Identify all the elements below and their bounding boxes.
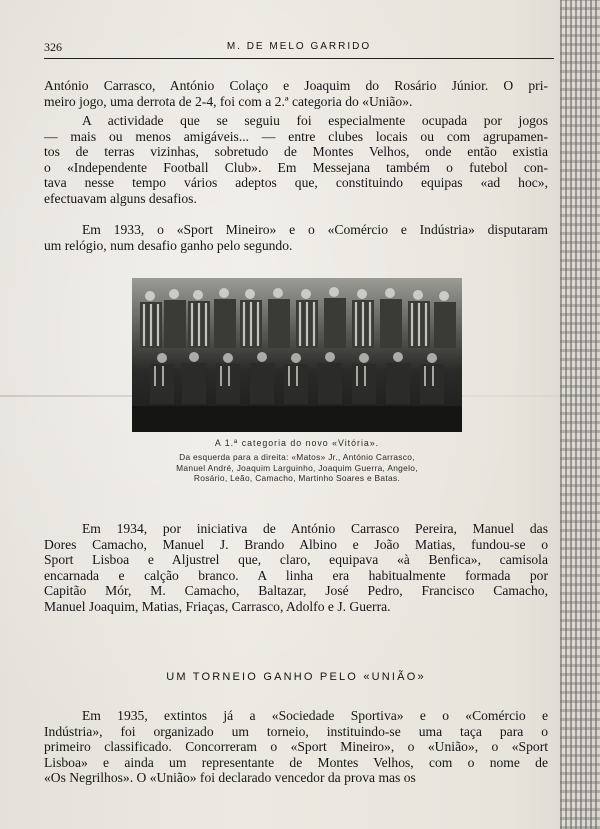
paragraph-3 <box>44 222 548 253</box>
text-line: Lisboa» e ainda um representante de Montes Velhos, com o nome de <box>44 754 548 770</box>
text-line: tos de terras vizinhas, sobretudo de Montes Velhos, onde então existia <box>44 144 548 159</box>
text-line: encarnada e calção branco. A linha era habitualmente formada por <box>44 567 548 583</box>
text-line: Indústria», foi organizado um torneio, instituindo-se uma taça para o <box>44 723 548 739</box>
text-line: Dores Camacho, Manuel J. Brando Albino e João Matias, fundou-se o <box>44 536 548 552</box>
text-line: Capitão Mór, M. Camacho, Baltazar, José Pedro, Francisco Camacho, <box>44 583 548 598</box>
page-header <box>44 40 554 59</box>
text-line: Sport Lisboa e Aljustrel que, claro, equipava «à Benfica», camisola <box>44 552 548 567</box>
team-photograph <box>132 278 462 432</box>
text-line: António Carrasco, António Colaço e Joaquim do Rosário Júnior. O pri- <box>44 78 548 93</box>
running-title: M. DE MELO GARRIDO <box>226 41 372 52</box>
text-line: «Os Negrilhos». O «União» foi declarado vencedor da prova mas os <box>44 770 416 785</box>
text-line: primeiro classificado. Concorreram o «Sport Mineiro», o «União», o «Sport <box>44 739 548 754</box>
photo-caption-title: A 1.ª categoria do novo «Vitória». <box>214 438 380 448</box>
text-line: Em 1933, o «Sport Mineiro» e o «Comércio e Indústria» disputaram <box>82 222 548 237</box>
text-line: efectuavam alguns desafios. <box>44 190 197 206</box>
page-number: 326 <box>44 40 62 54</box>
caption-line: Da esquerda para a direita: «Matos» Jr., António Carrasco, <box>179 452 415 462</box>
scan-shadow-edge <box>560 0 600 829</box>
paragraph-1 <box>44 78 548 109</box>
text-line: meiro jogo, uma derrota de 2-4, foi com a 2.ª categoria do «União». <box>44 93 413 109</box>
team-players-silhouettes <box>132 278 462 432</box>
paragraph-4 <box>44 521 548 614</box>
caption-line: Rosário, Leão, Camacho, Martinho Soares e Batas. <box>193 473 401 483</box>
text-line: — mais ou menos amigáveis... — entre clubes locais ou com agrupamen- <box>44 128 548 144</box>
paragraph-2 <box>44 113 548 206</box>
text-line: Em 1934, por iniciativa de António Carrasco Pereira, Manuel das <box>82 521 548 536</box>
paragraph-5 <box>44 708 548 786</box>
section-heading: UM TORNEIO GANHO PELO «UNIÃO» <box>166 671 426 683</box>
text-line: Em 1935, extintos já a «Sociedade Sportiva» e o «Comércio e <box>82 708 548 723</box>
text-line: A actividade que se seguiu foi especialmente ocupada por jogos <box>82 113 548 128</box>
text-line: um relógio, num desafio ganho pelo segundo. <box>44 237 293 253</box>
text-line: tava nesse tempo vários adeptos que, constituindo equipas «ad hoc», <box>44 175 548 190</box>
photo-caption <box>132 452 462 484</box>
caption-line: Manuel André, Joaquim Larguinho, Joaquim Guerra, Angelo, <box>176 462 418 473</box>
text-line: Manuel Joaquim, Matias, Friaças, Carrasco, Adolfo e J. Guerra. <box>44 598 391 614</box>
text-line: o «Independente Football Club». Em Messejana também o futebol con- <box>44 159 548 175</box>
